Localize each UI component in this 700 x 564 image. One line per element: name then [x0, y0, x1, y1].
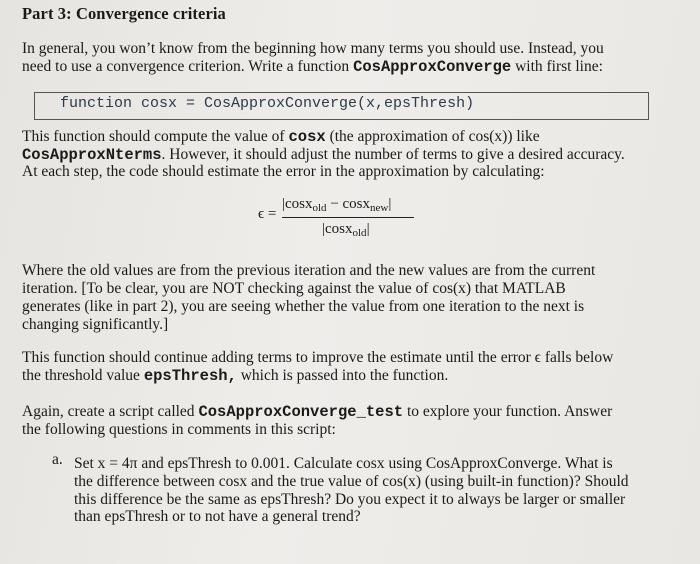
p3-line-4: changing significantly.]	[22, 316, 169, 333]
fraction-bar	[282, 217, 414, 218]
cosx-var: cosx	[288, 128, 326, 146]
p4-text-end: which is passed into the function.	[236, 367, 449, 384]
intro-text: need to use a convergence criterion. Write a function	[22, 58, 354, 75]
p2-text-2: . However, it should adjust the number of terms to give a desired accuracy.	[161, 146, 625, 163]
p4-line-1: This function should continue adding terms to improve the estimate until the error ϵ falls below	[22, 349, 614, 366]
nterms-function: CosApproxNterms	[22, 146, 162, 164]
den-sub-old: old	[352, 227, 367, 239]
num-sub-old: old	[312, 202, 327, 214]
p2-text-end: (the approximation of cos(x)) like	[325, 128, 540, 145]
formula-numerator	[282, 196, 391, 214]
question-a-line-4: than epsThresh or to not have a general trend?	[74, 508, 361, 525]
intro-line-2	[22, 58, 603, 76]
p2-line-3: At each step, the code should estimate the error in the approximation by calculating:	[22, 163, 545, 180]
epsthresh-var: epsThresh,	[143, 367, 237, 385]
num-mid: − cosx	[326, 196, 371, 212]
p5-text: Again, create a script called	[22, 403, 199, 420]
question-a-marker: a.	[52, 451, 63, 468]
den-close: |	[366, 221, 370, 237]
test-script-name: CosApproxConverge_test	[198, 403, 404, 421]
den-open: |cosx	[322, 221, 353, 237]
section-heading: Part 3: Convergence criteria	[22, 4, 226, 23]
p3-line-2: iteration. [To be clear, you are NOT checking against the value of cos(x) that MATLAB	[22, 280, 566, 297]
intro-line-1: In general, you won’t know from the beginning how many terms you should use. Instead, you	[22, 40, 604, 57]
num-sub-new: new	[370, 202, 389, 214]
intro-text-end: with first line:	[511, 58, 603, 75]
p2-line-2	[22, 146, 625, 164]
function-name: CosApproxConverge	[353, 58, 512, 76]
p3-line-3: generates (like in part 2), you are seeing whether the value from one iteration to the next is	[22, 298, 585, 315]
formula-denominator	[322, 221, 370, 239]
epsilon-symbol: ϵ =	[258, 206, 277, 222]
question-a-line-3: this difference be the same as epsThresh? Do you expect it to always be larger or smaller	[74, 491, 626, 508]
question-a-line-2: the difference between cosx and the true value of cos(x) (using built-in function)? Should	[74, 473, 629, 490]
p2-text: This function should compute the value of	[22, 128, 289, 145]
question-a-line-1: Set x = 4π and epsThresh to 0.001. Calculate cosx using CosApproxConverge. What is	[74, 455, 613, 472]
p3-line-1: Where the old values are from the previous iteration and the new values are from the current	[22, 262, 596, 279]
p2-line-1	[22, 128, 540, 146]
code-first-line: function cosx = CosApproxConverge(x,epsThresh)	[60, 95, 475, 112]
num-close: |	[388, 196, 392, 212]
p4-text: the threshold value	[22, 367, 144, 384]
p5-line-1	[22, 403, 612, 421]
num-open: |cosx	[282, 196, 313, 212]
p5-text-end: to explore your function. Answer	[403, 403, 613, 420]
p4-line-2	[22, 367, 448, 385]
p5-line-2: the following questions in comments in this script:	[22, 421, 336, 438]
